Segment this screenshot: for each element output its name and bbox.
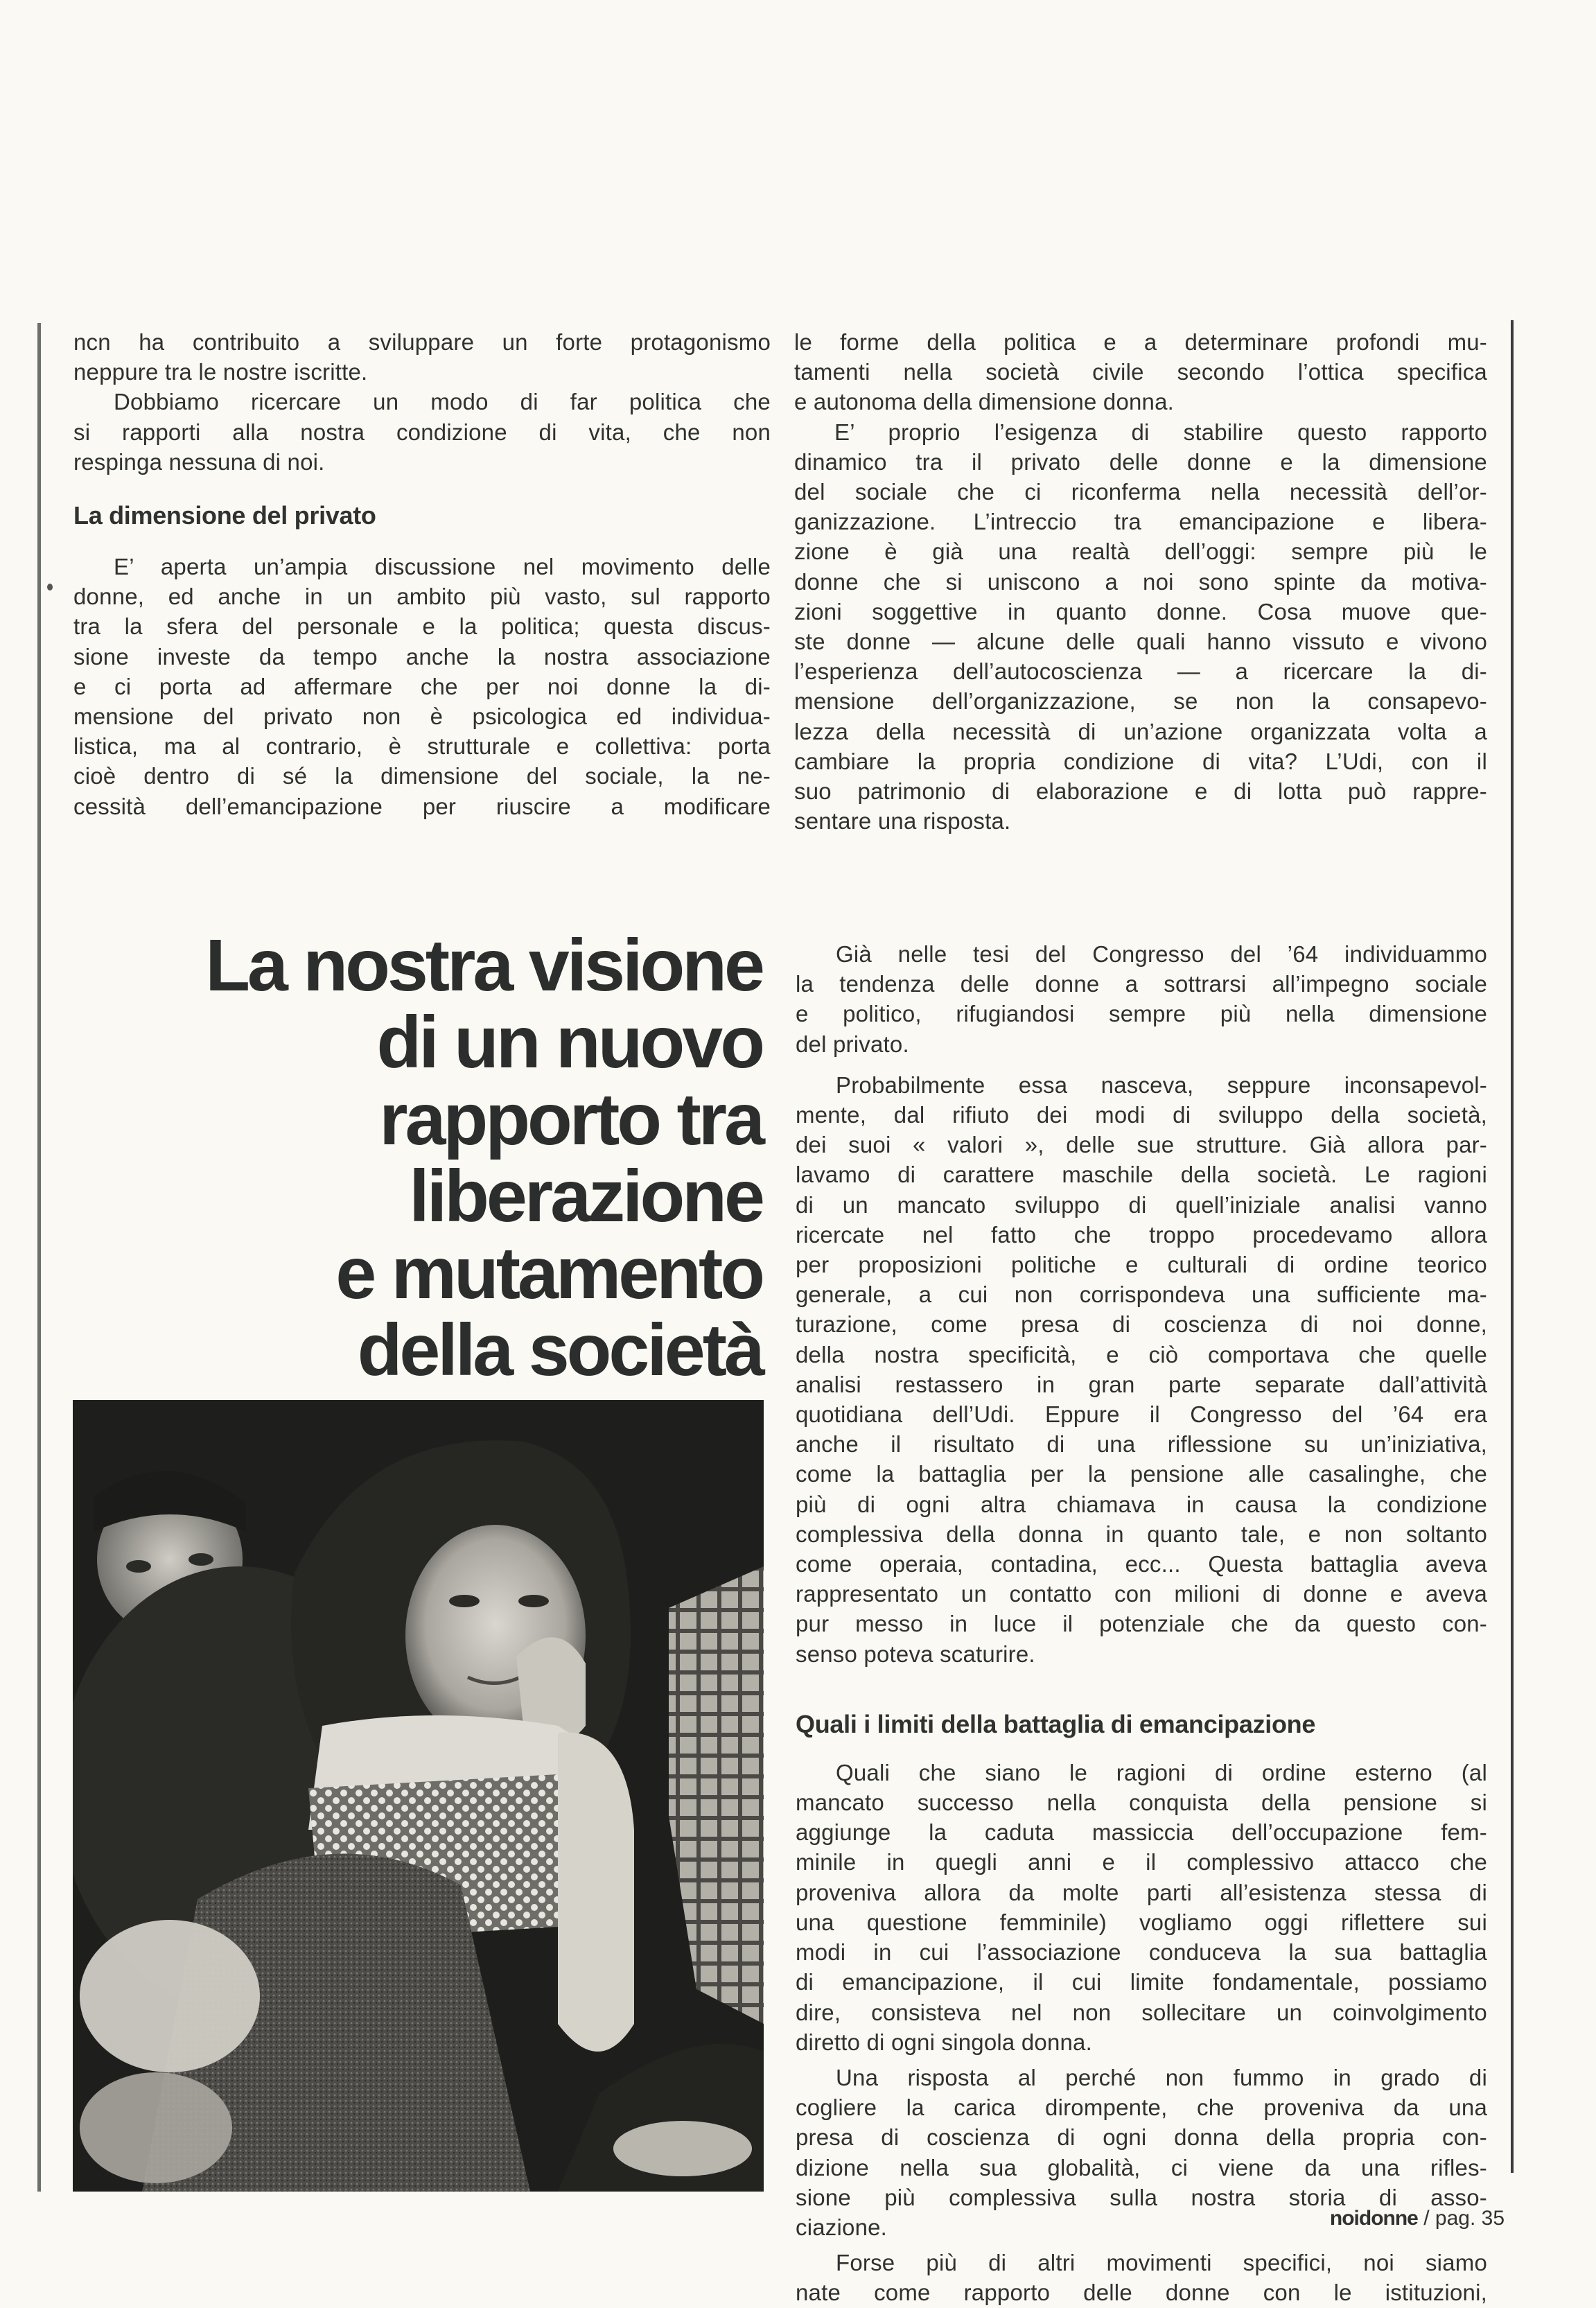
text-line: diretto di ogni singola donna. bbox=[796, 2029, 1092, 2055]
text-line: quotidiana dell’Udi. Eppure il Congresso del ’64 era bbox=[796, 1401, 1487, 1428]
text-line: rappresentato un contatto con milioni di donne e aveva bbox=[796, 1581, 1487, 1607]
text-line: anche il risultato di una riflessione su un’iniziativa, bbox=[796, 1431, 1487, 1458]
text-line: cogliere la carica dirompente, che proveniva da una bbox=[796, 2095, 1487, 2121]
text-line: tamenti nella società civile secondo l’ottica specifica bbox=[794, 359, 1487, 385]
text-line: ricercate nel fatto che troppo procedevamo allora bbox=[796, 1221, 1487, 1248]
text-line: cessità dell’emancipazione per riuscire a modificare bbox=[73, 793, 771, 819]
paragraph bbox=[794, 327, 1487, 417]
text-line: cioè dentro di sé la dimensione del sociale, la ne- bbox=[73, 763, 771, 789]
paragraph bbox=[796, 939, 1487, 1059]
headline-line: della società bbox=[357, 1309, 762, 1391]
margin-dot bbox=[47, 584, 53, 591]
text-line: presa di coscienza di ogni donna della propria con- bbox=[796, 2124, 1487, 2151]
text-line: mensione dell’organizzazione, se non la consapevo- bbox=[794, 688, 1487, 715]
text-line: Una risposta al perché non fummo in grado di bbox=[836, 2064, 1487, 2090]
paragraph bbox=[796, 2248, 1487, 2307]
text-line: donne che si uniscono a noi sono spinte da motiva- bbox=[794, 568, 1487, 595]
top-left-column bbox=[73, 327, 771, 821]
text-line: Probabilmente essa nasceva, seppure inconsapevol- bbox=[836, 1072, 1487, 1098]
text-line: di un mancato sviluppo di quell’iniziale analisi vanno bbox=[796, 1191, 1487, 1218]
text-line: Già nelle tesi del Congresso del ’64 individuammo bbox=[836, 941, 1487, 967]
text-line: neppure tra le nostre iscritte. bbox=[73, 359, 368, 385]
text-line: ncn ha contribuito a sviluppare un forte protagonismo bbox=[73, 329, 771, 355]
section-heading: La dimensione del privato bbox=[73, 501, 376, 530]
text-line: nate come rapporto delle donne con le istituzioni, bbox=[796, 2280, 1487, 2306]
paragraph bbox=[73, 387, 771, 477]
text-line: e ci porta ad affermare che per noi donne la di- bbox=[73, 673, 771, 699]
text-line: sentare una risposta. bbox=[794, 808, 1011, 834]
text-line: listica, ma al contrario, è strutturale e collettiva: porta bbox=[73, 733, 771, 760]
text-line: e autonoma della dimensione donna. bbox=[794, 389, 1175, 415]
text-line: e politico, rifugiandosi sempre più nella dimensione bbox=[796, 1001, 1487, 1027]
text-line: le forme della politica e a determinare profondi mu- bbox=[794, 329, 1487, 355]
text-line: turazione, come presa di coscienza di noi donne, bbox=[796, 1311, 1487, 1338]
text-line: dizione nella sua globalità, ci viene da una rifles- bbox=[796, 2154, 1487, 2180]
text-line: di emancipazione, il cui limite fondamentale, possiamo bbox=[796, 1969, 1487, 1995]
paragraph bbox=[794, 417, 1487, 837]
text-line: minile in quegli anni e il complessivo attacco che bbox=[796, 1849, 1487, 1876]
text-line: come la battaglia per la pensione alle casalinghe, che bbox=[796, 1461, 1487, 1487]
text-line: lezza della necessità di un’azione organizzata volta a bbox=[794, 718, 1487, 744]
text-line: generale, a cui non corrispondeva una sufficiente ma- bbox=[796, 1282, 1487, 1308]
headline-line: rapporto tra bbox=[379, 1078, 762, 1160]
text-line: sione investe da tempo anche la nostra associazione bbox=[73, 643, 771, 670]
text-line: più di ogni altra chiamava in causa la condizione bbox=[796, 1491, 1487, 1517]
text-line: donne, ed anche in un ambito più vasto, sul rapporto bbox=[73, 584, 771, 610]
text-line: modi in cui l’associazione conduceva la sua battaglia bbox=[796, 1939, 1487, 1966]
article-photo bbox=[73, 1400, 764, 2192]
page-footer bbox=[1330, 2207, 1505, 2230]
text-line: del sociale che ci riconferma nella necessità dell’or- bbox=[794, 479, 1487, 505]
text-line: Forse più di altri movimenti specifici, noi siamo bbox=[836, 2250, 1487, 2276]
text-line: si rapporti alla nostra condizione di vita, che non bbox=[73, 419, 771, 445]
text-line: suo patrimonio di elaborazione e di lotta può rappre- bbox=[794, 778, 1487, 805]
publication-name: noidonne bbox=[1329, 2207, 1418, 2230]
text-line: per proposizioni politiche e culturali di ordine teorico bbox=[796, 1252, 1487, 1278]
footer-separator: / bbox=[1423, 2207, 1430, 2230]
paragraph bbox=[796, 1070, 1487, 1669]
paragraph bbox=[73, 552, 771, 821]
text-line: dire, consisteva nel non sollecitare un coinvolgimento bbox=[796, 1999, 1487, 2025]
text-line: pur messo in luce il potenziale che da questo con- bbox=[796, 1611, 1487, 1637]
text-line: la tendenza delle donne a sottrarsi all’impegno sociale bbox=[796, 971, 1487, 997]
text-line: complessiva della donna in quanto tale, e non soltanto bbox=[796, 1521, 1487, 1547]
paragraph bbox=[73, 327, 771, 387]
text-line: zioni soggettive in quanto donne. Cosa muove que- bbox=[794, 598, 1487, 624]
bottom-right-column bbox=[796, 939, 1487, 2308]
paragraph bbox=[796, 1758, 1487, 2057]
text-line: mensione del privato non è psicologica ed individua- bbox=[73, 703, 771, 730]
text-line: della nostra specificità, e ciò comportava che quelle bbox=[796, 1341, 1487, 1367]
headline-line: e mutamento bbox=[335, 1232, 762, 1314]
text-line: Quali che siano le ragioni di ordine esterno (al bbox=[836, 1759, 1487, 1785]
text-line: l’esperienza dell’autocoscienza — a ricercare la di- bbox=[794, 658, 1487, 685]
left-column-rule bbox=[37, 323, 41, 2192]
text-line: dei suoi « valori », delle sue strutture. Già allora par- bbox=[796, 1132, 1487, 1158]
text-line: tra la sfera del personale e la politica; questa discus- bbox=[73, 613, 771, 640]
text-line: sione più complessiva sulla nostra storia di asso- bbox=[796, 2184, 1487, 2210]
text-line: Dobbiamo ricercare un modo di far politica che bbox=[114, 389, 771, 415]
right-column-rule bbox=[1511, 320, 1514, 2173]
text-line: mente, dal rifiuto dei modi di sviluppo della società, bbox=[796, 1102, 1487, 1128]
headline-line: di un nuovo bbox=[376, 1002, 762, 1083]
text-line: analisi restassero in gran parte separate dall’attività bbox=[796, 1371, 1487, 1397]
page-number: pag. 35 bbox=[1435, 2207, 1505, 2230]
text-line: aggiunge la caduta massiccia dell’occupazione fem- bbox=[796, 1819, 1487, 1846]
headline-line: liberazione bbox=[409, 1155, 762, 1237]
text-line: ciazione. bbox=[796, 2214, 888, 2240]
text-line: senso poteva scaturire. bbox=[796, 1641, 1035, 1667]
photo-illustration bbox=[73, 1400, 764, 2192]
article-headline bbox=[139, 927, 762, 1389]
headline-line: La nostra visione bbox=[205, 925, 762, 1006]
text-line: ste donne — alcune delle quali hanno vissuto e vivono bbox=[794, 629, 1487, 655]
text-line: E’ aperta un’ampia discussione nel movimento delle bbox=[114, 554, 771, 580]
text-line: dinamico tra il privato delle donne e la dimensione bbox=[794, 448, 1487, 475]
section-heading: Quali i limiti della battaglia di emancipazione bbox=[796, 1709, 1316, 1738]
text-line: una questione femminile) vogliamo oggi riflettere sui bbox=[796, 1909, 1487, 1935]
text-line: zione è già una realtà dell’oggi: sempre più le bbox=[794, 539, 1487, 565]
top-right-column bbox=[794, 327, 1487, 836]
text-line: mancato successo nella conquista della pensione si bbox=[796, 1790, 1487, 1816]
text-line: ganizzazione. L’intreccio tra emancipazione e libera- bbox=[794, 509, 1487, 535]
text-line: proveniva allora da molte parti all’esistenza stessa di bbox=[796, 1879, 1487, 1905]
text-line: cambiare la propria condizione di vita? L’Udi, con il bbox=[794, 748, 1487, 774]
text-line: respinga nessuna di noi. bbox=[73, 448, 325, 475]
text-line: del privato. bbox=[796, 1031, 909, 1057]
text-line: lavamo di carattere maschile della società. Le ragioni bbox=[796, 1162, 1487, 1188]
text-line: come operaia, contadina, ecc... Questa battaglia aveva bbox=[796, 1551, 1487, 1577]
text-line: E’ proprio l’esigenza di stabilire questo rapporto bbox=[834, 419, 1487, 445]
